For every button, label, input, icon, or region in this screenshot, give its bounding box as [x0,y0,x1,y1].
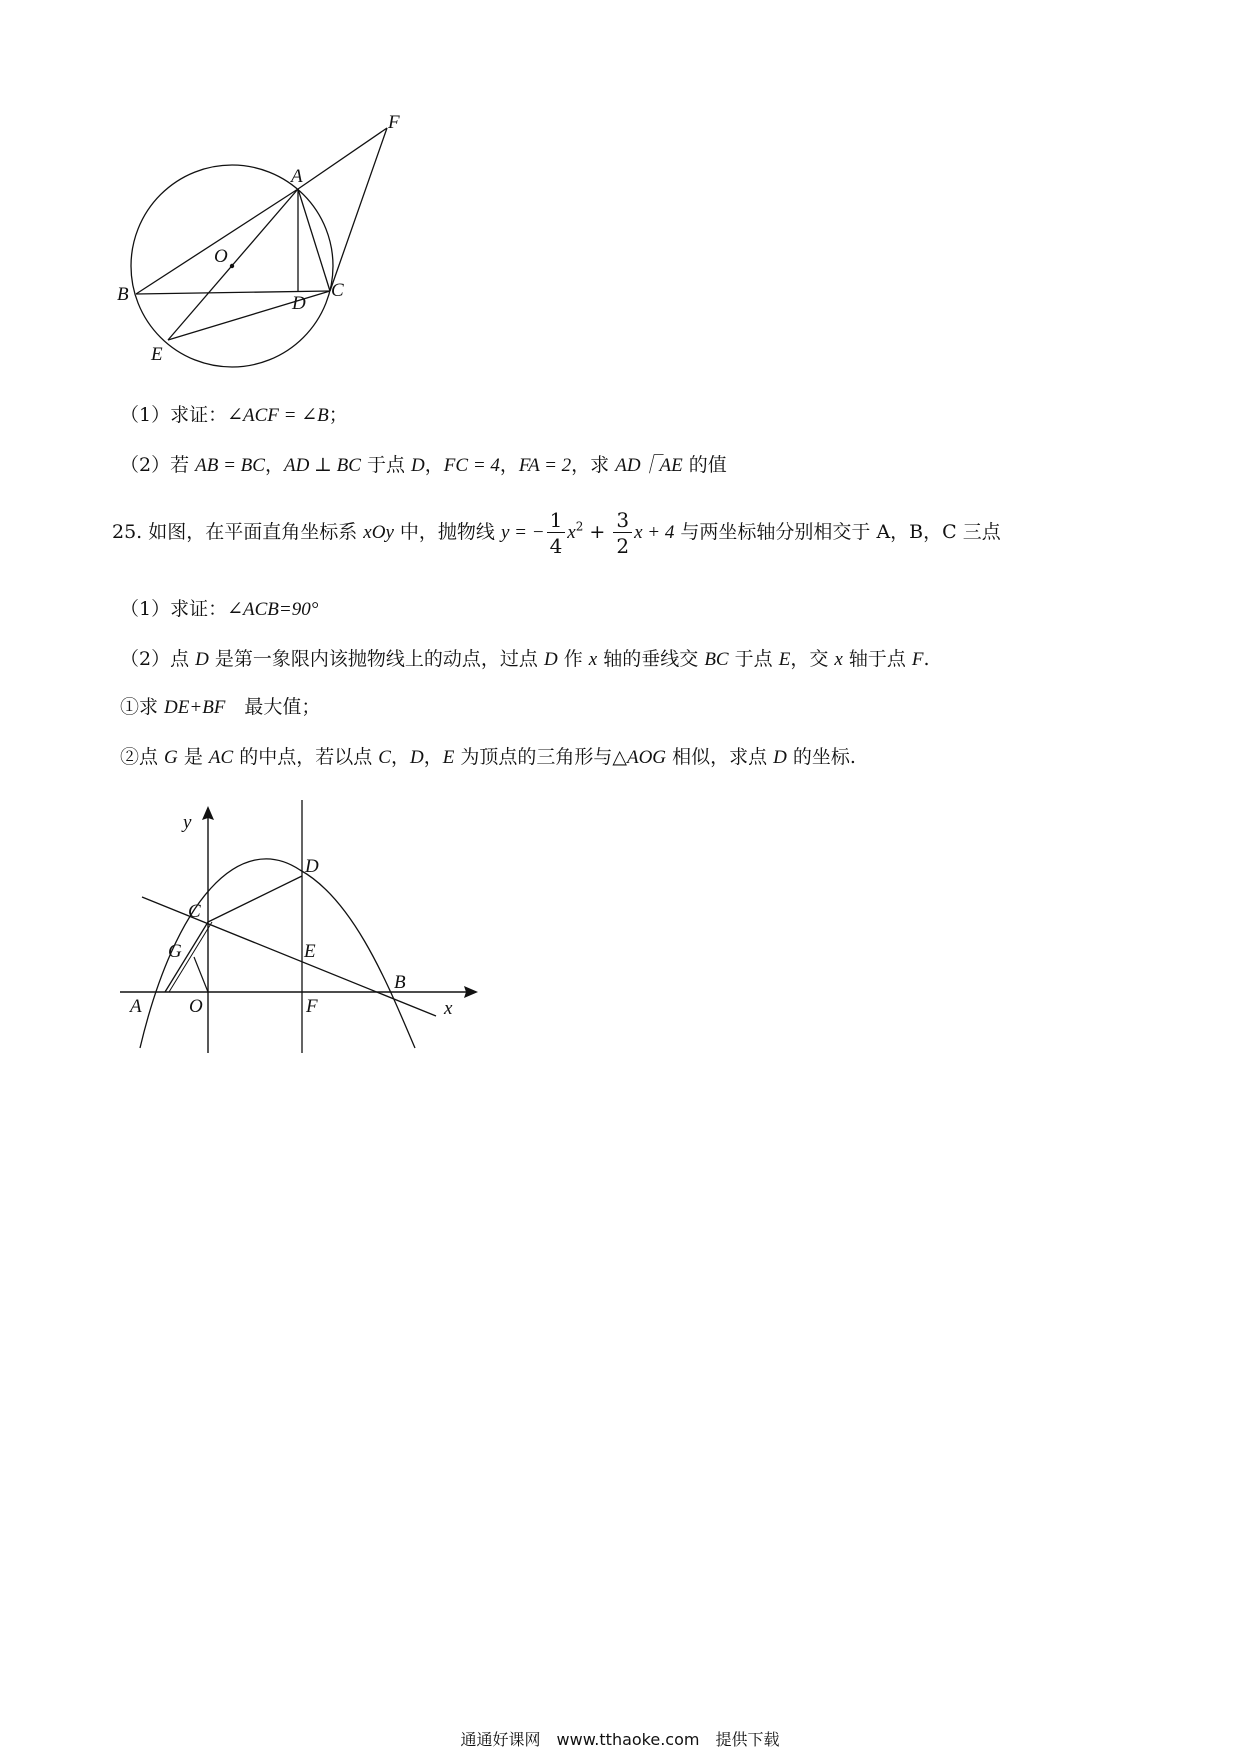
segment-fc [330,128,387,291]
label-b: B [394,972,406,993]
segment-og [194,957,208,992]
label-c: C [188,901,201,922]
label-a: A [291,166,303,187]
fraction-one-quarter: $\frac{1}{4}$ [547,510,566,556]
math-acf-eq-b: ∠ACF = ∠B [227,405,329,426]
page-footer: 通通好课网 www.tthaoke.com 提供下载 [460,1730,780,1749]
label-d: D [305,856,319,877]
label-o: O [214,246,228,267]
label-e: E [151,344,163,365]
figure-parabola-axes [110,800,480,1060]
segment-cd [208,876,302,922]
q25-sub2: ②点 G 是 AC 的中点，若以点 C，D，E 为顶点的三角形与△AOG 相似，求点 D 的坐标. [120,746,856,768]
q25-sub1: ①求 DE+BF 最大值； [120,696,321,718]
label-g: G [168,941,182,962]
figure-circle-geometry [110,100,400,370]
segment-ab [136,189,298,294]
label-f: F [306,996,318,1017]
y-axis-arrow [202,806,214,820]
segment-af [298,128,387,189]
label-c: C [331,280,344,301]
label-x: x [444,998,453,1019]
center-point-o [230,264,234,268]
q25-part1: （1）求证：∠ACB=90° [120,598,319,620]
q24-part2: （2）若 AB = BC，AD ⊥ BC 于点 D，FC = 4，FA = 2，求 AD⎾AE 的值 [120,454,727,476]
q25-stem: 25. 如图，在平面直角坐标系 xOy 中，抛物线 y = − $\frac{1}{4}$ $x^2$ + $\frac{3}{2}$ x + 4 与两坐标轴分别相交于 A，B，C 三点 [112,508,1001,558]
label-f: F [388,112,400,133]
fraction-three-halves: $\frac{3}{2}$ [613,510,632,556]
label-a: A [130,996,142,1017]
label-d: D [292,293,306,314]
label-e: E [304,941,316,962]
q25-part2: （2）点 D 是第一象限内该抛物线上的动点，过点 D 作 x 轴的垂线交 BC 于点 E，交 x 轴于点 F. [120,648,930,670]
label-o: O [189,996,203,1017]
label-b: B [117,284,129,305]
q24-part1: （1）求证：∠ACF = ∠B； [120,404,348,426]
x-axis-arrow [464,986,478,998]
label-y: y [183,812,192,833]
segment-ac [298,189,330,291]
